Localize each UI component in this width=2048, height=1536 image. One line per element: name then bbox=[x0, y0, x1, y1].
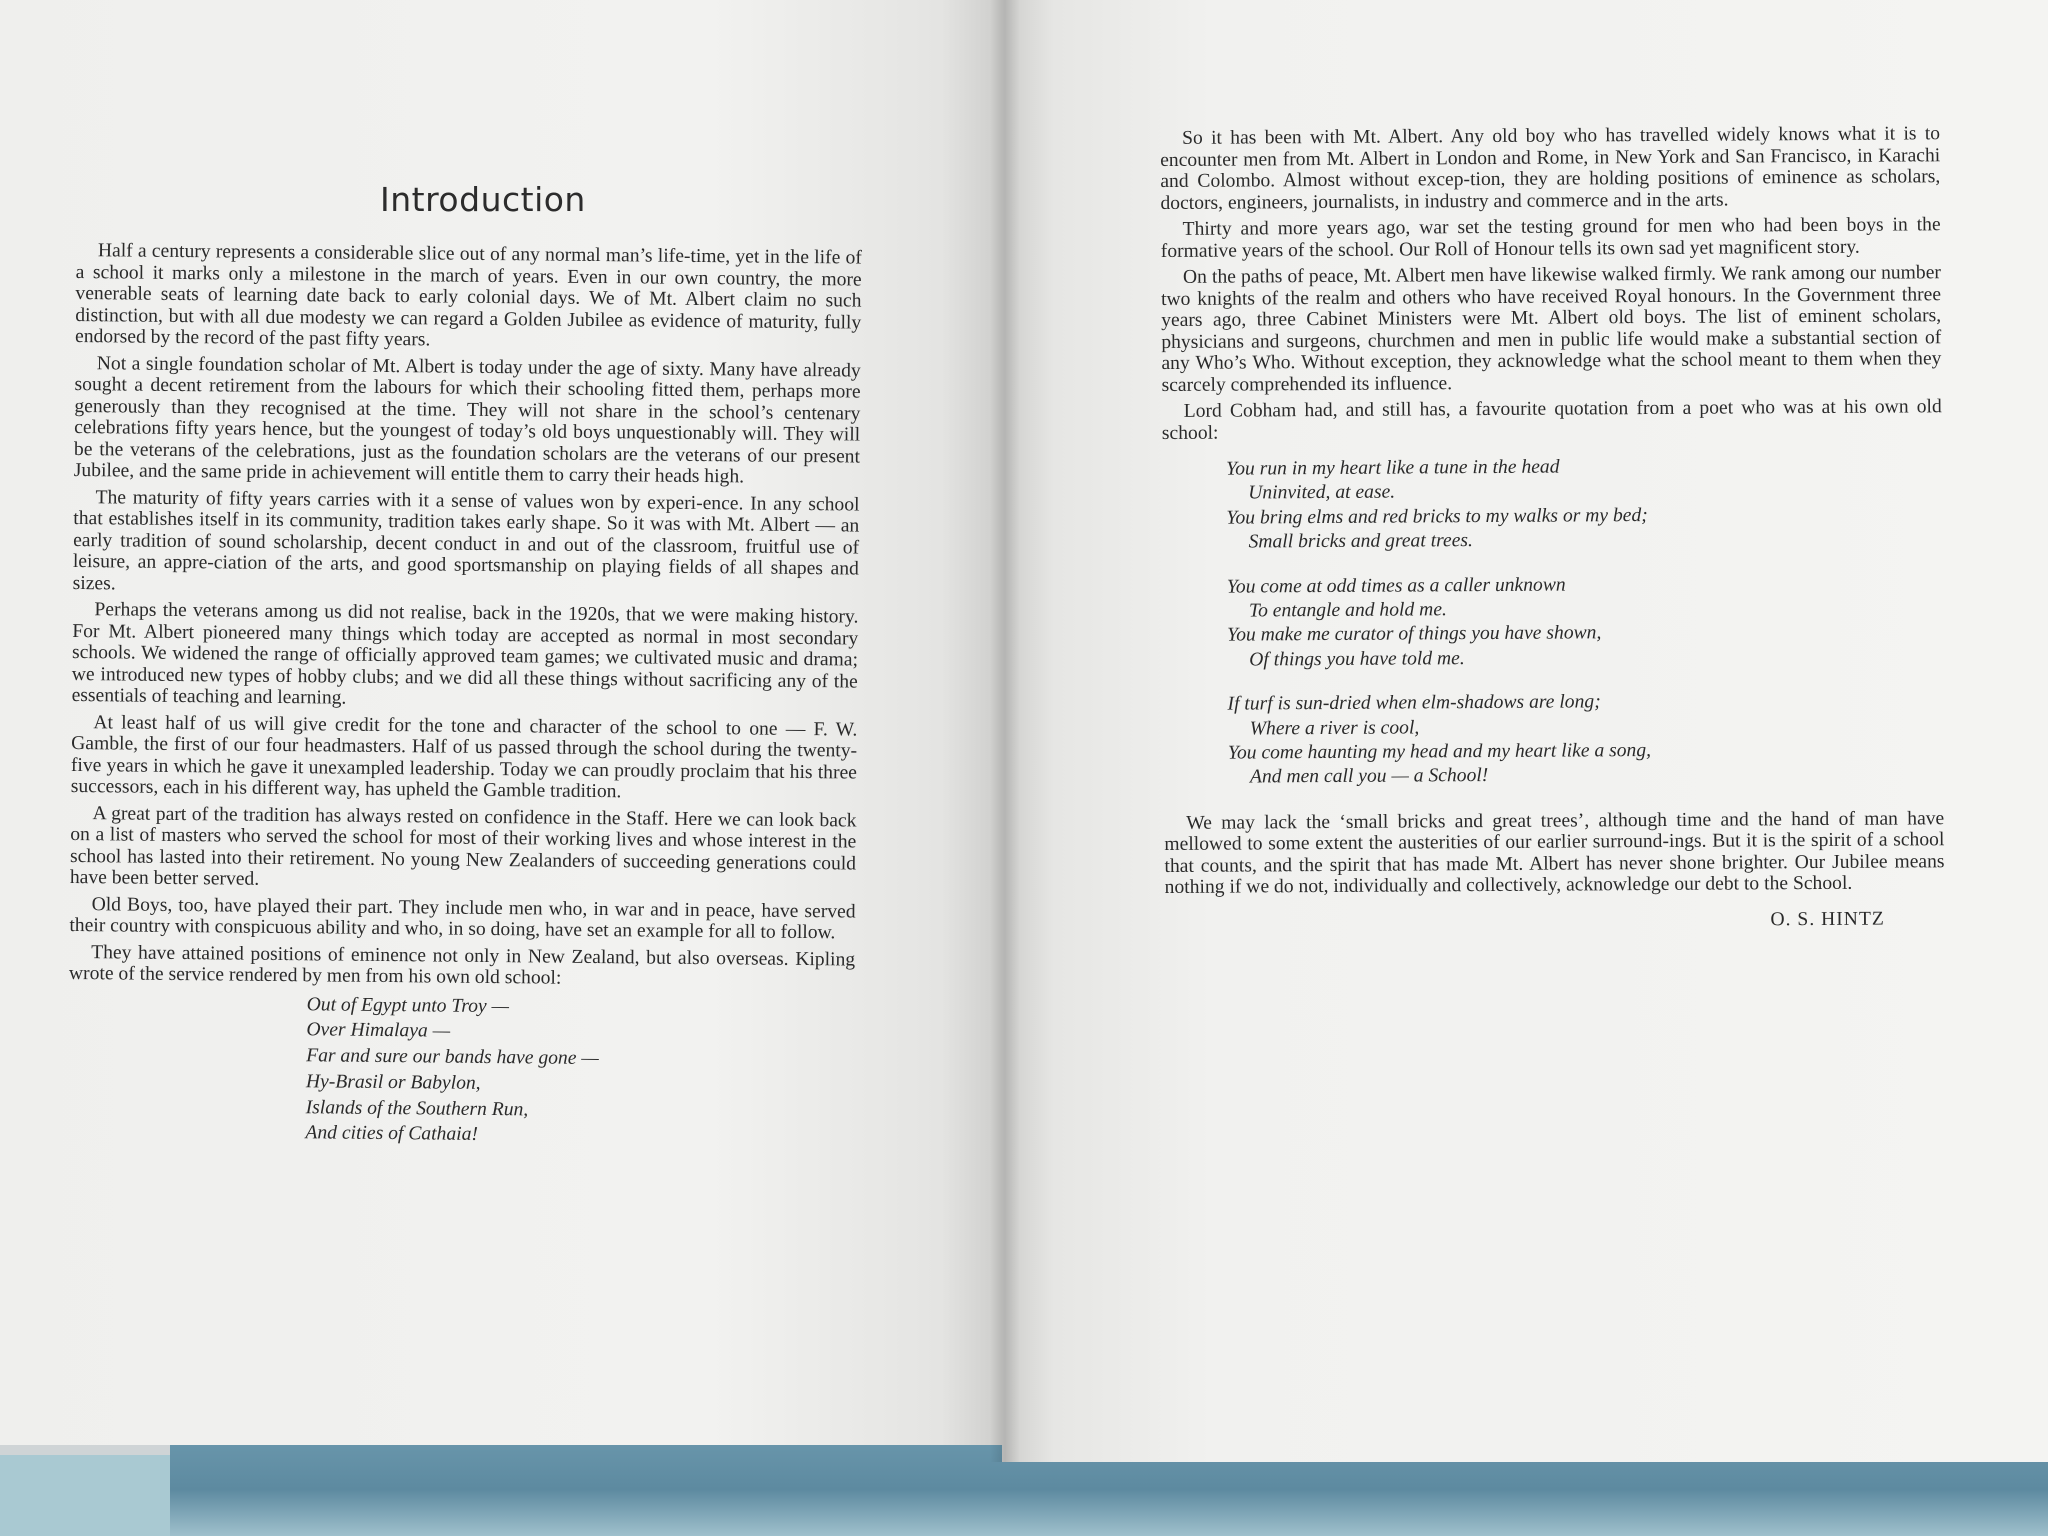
verse-line: Far and sure our bands have gone — bbox=[306, 1045, 599, 1070]
left-page-text bbox=[67, 240, 862, 1152]
right-page-text bbox=[1160, 123, 1945, 935]
poem-line: You come haunting my head and my heart like a song, bbox=[1227, 740, 1652, 764]
paragraph: They have attained positions of eminence not only in New Zealand, but also overseas. Kipling wrote of the service rendered by men from his own old school: bbox=[68, 941, 856, 989]
verse-line: Hy-Brasil or Babylon, bbox=[305, 1071, 481, 1094]
poem-line: Where a river is cool, bbox=[1249, 717, 1420, 740]
paragraph: Not a single foundation scholar of Mt. Albert is today under the age of sixty. Many have already sought a decent retirement from the labours for which their schooling fitted them, perhaps more generously than they recognised at the time. They will not share in the school’s centenary celebrations fifty years hence, but the youngest of today’s old boys unquestionably will. They will be the veterans of the celebrations, just as the foundation scholars are the veterans of our present Jubilee, and the same pride in achievement will entitle them to carry their heads high. bbox=[73, 352, 861, 488]
poem-line: You come at odd times as a caller unknown bbox=[1226, 574, 1566, 598]
verse-line: And cities of Cathaia! bbox=[305, 1122, 479, 1146]
kipling-verse bbox=[305, 992, 854, 1152]
paragraph: On the paths of peace, Mt. Albert men have likewise walked firmly. We rank among our number two knights of the realm and others who have received Royal honours. In the Government three years ago, three Cabinet Ministers were Mt. Albert old boys. The list of eminent scholars, physicians and surgeons, churchmen and men in public life would make a substantial section of any Who’s Who. Without exception, they acknowledge what the school meant to them when they scarcely comprehended its influence. bbox=[1160, 262, 1942, 396]
poem-line: You run in my heart like a tune in the head bbox=[1226, 456, 1560, 480]
paragraph: Thirty and more years ago, war set the testing ground for men who had been boys in the formative years of the school. Our Roll of Honour tells its own sad yet magnificent story. bbox=[1160, 214, 1941, 262]
poem-line: If turf is sun-dried when elm-shadows are long; bbox=[1227, 691, 1601, 715]
paragraph: The maturity of fifty years carries with it a sense of values won by experi-ence. In any school that establishes itself in its community, tradition takes early shape. So it was with Mt. Albert — an early tradition of sound scholarship, decent conduct in and out of the classroom, fruitful use of leisure, an appre-ciation of the arts, and good sportsmanship on playing fields of all shapes and sizes. bbox=[72, 486, 860, 594]
closing-paragraph: We may lack the ‘small bricks and great trees’, although time and the hand of man have mellowed to some extent the austerities of our earlier surround-ings. But it is the spirit of a school that counts, and the spirit that has made Mt. Albert has never shone brighter. Our Jubilee means nothing if we do not, individually and collectively, acknowledge our debt to the School. bbox=[1164, 808, 1945, 899]
poem-line: Of things you have told me. bbox=[1249, 647, 1465, 671]
poem-line: To entangle and hold me. bbox=[1248, 599, 1447, 622]
school-poem bbox=[1226, 453, 1944, 790]
book-gutter bbox=[990, 0, 1020, 1462]
book-cover-edge-light bbox=[0, 1455, 190, 1536]
poem-line: Uninvited, at ease. bbox=[1248, 481, 1396, 504]
verse-line: Out of Egypt unto Troy — bbox=[306, 993, 510, 1017]
poem-line: You bring elms and red bricks to my walks or my bed; bbox=[1226, 504, 1648, 529]
poem-stanza bbox=[1226, 453, 1943, 555]
paragraph: Perhaps the veterans among us did not realise, back in the 1920s, that we were making history. For Mt. Albert pioneered many things which today are accepted as normal in most secondary schools. We widened the range of officially approved team games; we cultivated music and drama; we introduced new types of hobby clubs; and we did all these things without sacrificing any of the essentials of teaching and learning. bbox=[71, 599, 859, 709]
paragraph: Half a century represents a considerable slice out of any normal man’s life-time, yet in the life of a school it marks only a milestone in the march of years. Even in our own country, the more venerable seats of learning date back to early colonial days. We of Mt. Albert claim no such distinction, but with all due modesty we can regard a Golden Jubilee as evidence of maturity, fully endorsed by the record of the past fifty years. bbox=[74, 240, 862, 351]
page-title: Introduction bbox=[380, 180, 586, 219]
poem-stanza bbox=[1227, 571, 1944, 673]
verse-line: Over Himalaya — bbox=[306, 1019, 451, 1042]
poem-stanza bbox=[1227, 688, 1944, 790]
poem-line: Small bricks and great trees. bbox=[1248, 530, 1473, 553]
paragraph: So it has been with Mt. Albert. Any old boy who has travelled widely knows what it is to encounter men from Mt. Albert in London and Rome, in New York and San Francisco, in Karachi and Colombo. Almost without excep-tion, they are holding positions of eminence as scholars, doctors, engineers, journalists, in industry and commerce and in the arts. bbox=[1160, 123, 1941, 214]
paragraph: Old Boys, too, have played their part. They include men who, in war and in peace, have served their country with conspicuous ability and who, in so doing, have set an example for all to follow. bbox=[69, 893, 856, 944]
paragraph: At least half of us will give credit for the tone and character of the school to one — F. W. Gamble, the first of our four headmasters. Half of us passed through the school during the twenty-five years in which he gave it unexampled leadership. Today we can proudly proclaim that his three successors, each in his different way, has upheld the Gamble tradition. bbox=[70, 711, 858, 803]
author-signature: O. S. HINTZ bbox=[1770, 908, 1885, 931]
poem-line: You make me curator of things you have shown, bbox=[1227, 622, 1602, 647]
paragraph: Lord Cobham had, and still has, a favourite quotation from a poet who was at his own old school: bbox=[1161, 396, 1942, 444]
verse-line: Islands of the Southern Run, bbox=[305, 1096, 529, 1121]
paragraph: A great part of the tradition has always rested on confidence in the Staff. Here we can look back on a list of masters who served the school for most of their working lives and whose interest in the school has lasted into their retirement. No young New Zealanders of succeeding generations could have been better served. bbox=[69, 802, 857, 890]
poem-line: And men call you — a School! bbox=[1249, 765, 1489, 788]
